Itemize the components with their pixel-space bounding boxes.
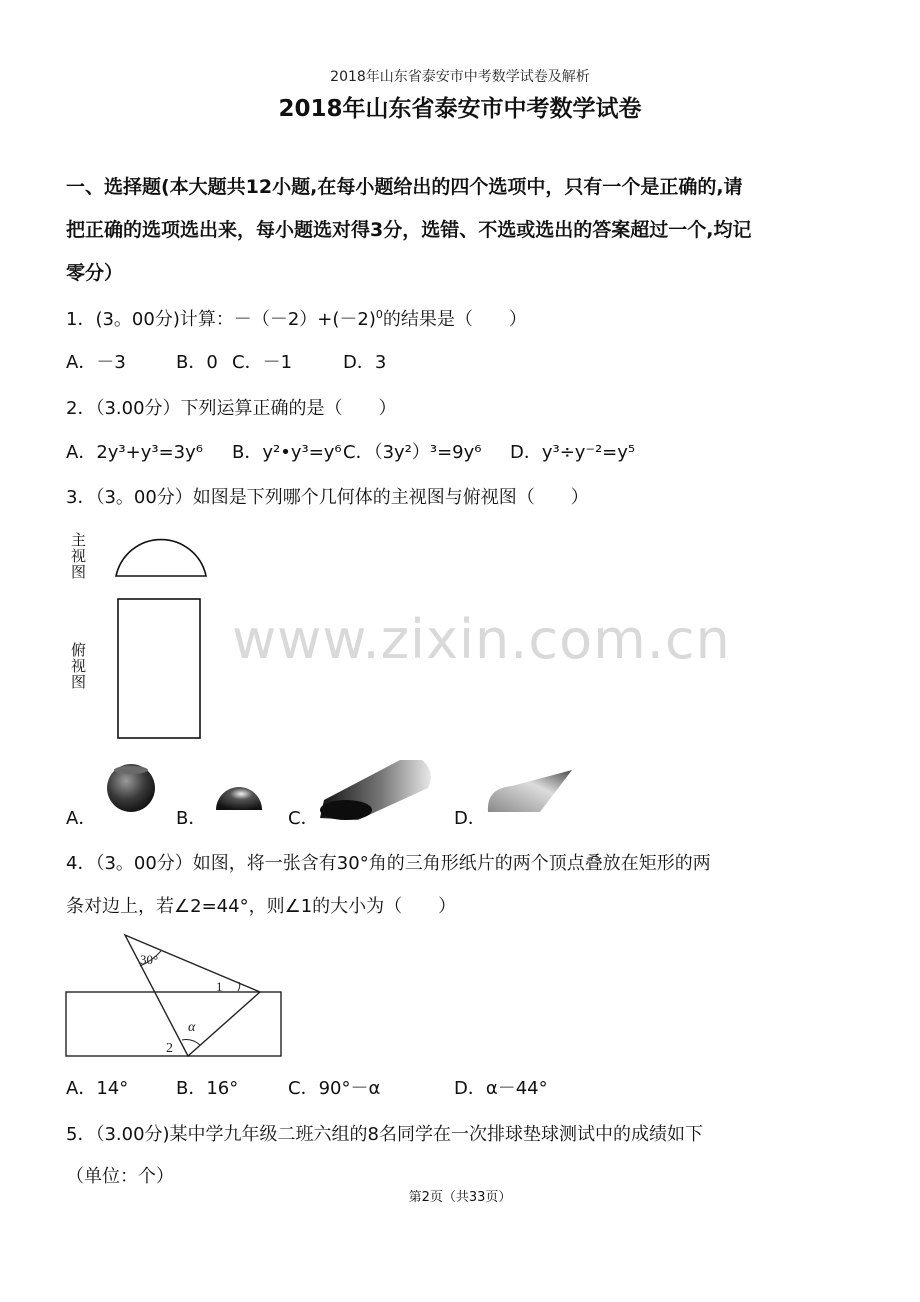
top-view-rectangle bbox=[118, 599, 200, 738]
q1-exponent: 0 bbox=[375, 308, 383, 321]
watermark: www.zixin.com.cn bbox=[232, 608, 731, 671]
q4-option-a: A．14° bbox=[66, 1078, 129, 1099]
page-number-footer: 第2页（共33页） bbox=[408, 1190, 512, 1205]
section-heading-line2: 把正确的选项选出来，每小题选对得3分，选错、不选或选出的答案超过一个,均记 bbox=[66, 219, 752, 241]
q4-option-c: C．90°－α bbox=[288, 1078, 381, 1099]
q3-option-b: B． bbox=[176, 808, 207, 829]
question-3-stem: 3．（3。00分）如图是下列哪个几何体的主视图与俯视图（ ） bbox=[66, 487, 589, 508]
question-4-stem-line2: 条对边上，若∠2=44°，则∠1的大小为（ ） bbox=[66, 896, 457, 917]
q2-option-a: A．2y³+y³=3y⁶ bbox=[66, 442, 203, 463]
question-2-stem: 2．（3.00分）下列运算正确的是（ ） bbox=[66, 398, 397, 419]
top-view-label: 俯视图 bbox=[69, 642, 87, 690]
section-heading-line3: 零分） bbox=[66, 262, 124, 284]
section-heading-line1: 一、选择题(本大题共12小题,在每小题给出的四个选项中，只有一个是正确的,请 bbox=[66, 176, 743, 198]
front-view-label: 主视图 bbox=[69, 532, 87, 580]
option-d-wedge-icon bbox=[488, 770, 572, 812]
angle-alpha-arc bbox=[182, 1040, 200, 1045]
q2-option-c: C．（3y²）³=9y⁶ bbox=[343, 442, 482, 463]
option-b-hemisphere-icon bbox=[216, 787, 262, 810]
label-30: 30° bbox=[140, 952, 159, 967]
option-a-sphere-icon bbox=[107, 764, 155, 812]
question-5-stem-line2: （单位：个） bbox=[66, 1166, 174, 1187]
q1-stem-b: 的结果是（ ） bbox=[382, 309, 527, 330]
label-alpha: α bbox=[188, 1020, 196, 1035]
label-angle-2: 2 bbox=[166, 1041, 173, 1056]
q2-option-b: B．y²•y³=y⁶ bbox=[232, 442, 342, 463]
question-5-stem-line1: 5．（3.00分)某中学九年级二班六组的8名同学在一次排球垫球测试中的成绩如下 bbox=[66, 1124, 704, 1145]
front-view-semicircle bbox=[116, 540, 206, 576]
q3-views-figure bbox=[110, 528, 210, 743]
document-title: 2018年山东省泰安市中考数学试卷 bbox=[278, 96, 642, 122]
q1-option-a: A．－3 bbox=[66, 352, 126, 373]
q2-option-d: D．y³÷y⁻²=y⁵ bbox=[510, 442, 636, 463]
q3-option-d: D． bbox=[454, 808, 486, 829]
q1-option-d: D．3 bbox=[343, 352, 387, 373]
q3-solid-options-figure bbox=[100, 760, 580, 825]
q1-option-c: C．－1 bbox=[232, 352, 293, 373]
q4-option-d: D．α－44° bbox=[454, 1078, 548, 1099]
q1-option-b: B．0 bbox=[176, 352, 218, 373]
q4-triangle-rectangle-figure bbox=[60, 925, 300, 1065]
q3-option-c: C． bbox=[288, 808, 319, 829]
q4-option-b: B．16° bbox=[176, 1078, 239, 1099]
label-angle-1: 1 bbox=[216, 979, 223, 994]
question-4-stem-line1: 4．（3。00分）如图，将一张含有30°角的三角形纸片的两个顶点叠放在矩形的两 bbox=[66, 853, 711, 874]
q1-stem-a: 1．(3。00分)计算：－（－2）+(－2) bbox=[66, 309, 376, 330]
option-c-half-cylinder-icon bbox=[320, 760, 431, 820]
q3-option-a: A． bbox=[66, 808, 97, 829]
question-1-stem bbox=[66, 305, 527, 331]
running-head: 2018年山东省泰安市中考数学试卷及解析 bbox=[330, 69, 590, 85]
